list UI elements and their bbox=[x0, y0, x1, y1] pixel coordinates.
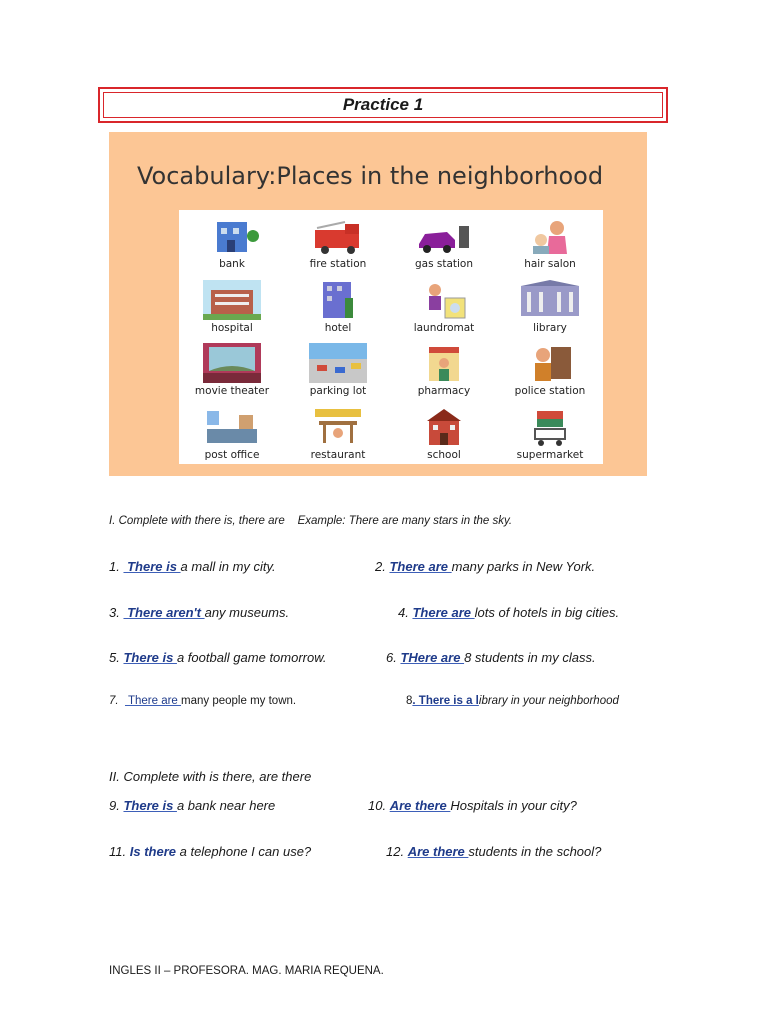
vocab-item-hair-salon bbox=[497, 210, 603, 274]
exercise-8: 8. There is a library in your neighborhood bbox=[406, 695, 619, 707]
vocab-label: fire station bbox=[309, 258, 367, 270]
answer: Are there bbox=[389, 798, 451, 813]
hair-salon-icon bbox=[521, 216, 579, 256]
vocabulary-panel bbox=[109, 132, 647, 476]
page-title: Practice 1 bbox=[103, 92, 663, 118]
vocab-item-hotel bbox=[285, 274, 391, 338]
vocab-item-parking-lot bbox=[285, 337, 391, 401]
vocabulary-grid bbox=[179, 210, 603, 464]
answer: . There is a l bbox=[412, 695, 479, 707]
movie-theater-icon bbox=[203, 343, 261, 383]
vocab-item-school bbox=[391, 401, 497, 465]
restaurant-icon bbox=[309, 407, 367, 447]
vocab-label: parking lot bbox=[309, 385, 367, 397]
bank-icon bbox=[203, 216, 261, 256]
vocab-item-library bbox=[497, 274, 603, 338]
answer: There are bbox=[412, 605, 475, 620]
vocab-label: restaurant bbox=[310, 448, 366, 461]
vocab-label: movie theater bbox=[194, 385, 270, 397]
vocab-label: school bbox=[427, 448, 461, 461]
vocab-item-laundromat bbox=[391, 274, 497, 338]
exercise-6: 6. THere are 8 students in my class. bbox=[386, 650, 596, 665]
vocab-label: hotel bbox=[324, 321, 352, 334]
hotel-icon bbox=[309, 280, 367, 320]
vocab-item-supermarket bbox=[497, 401, 603, 465]
hospital-icon bbox=[203, 280, 261, 320]
exercise-9: 9. There is a bank near here bbox=[109, 798, 276, 813]
exercise-12: 12. Are there students in the school? bbox=[386, 844, 602, 859]
vocab-label: library bbox=[533, 321, 567, 334]
vocab-label: hair salon bbox=[524, 258, 576, 270]
exercise-7: 7. There are many people my town. bbox=[109, 695, 297, 707]
answer: THere are bbox=[400, 650, 465, 665]
parking-lot-icon bbox=[309, 343, 367, 383]
vocab-item-hospital bbox=[179, 274, 285, 338]
exercise-1: 1. There is a mall in my city. bbox=[109, 559, 276, 574]
vocab-label: laundromat bbox=[413, 321, 475, 334]
footer: INGLES II – PROFESORA. MAG. MARIA REQUENA. bbox=[109, 965, 384, 977]
answer: There are bbox=[124, 695, 182, 707]
vocab-item-police-station bbox=[497, 337, 603, 401]
answer: There aren't bbox=[123, 605, 205, 620]
answer: Are there bbox=[407, 844, 469, 859]
police-station-icon bbox=[521, 343, 579, 383]
vocab-label: hospital bbox=[211, 321, 253, 334]
section1-example: Example: There are many stars in the sky. bbox=[297, 515, 513, 527]
vocab-item-gas-station bbox=[391, 210, 497, 274]
vocab-item-movie-theater bbox=[179, 337, 285, 401]
vocab-item-bank bbox=[179, 210, 285, 274]
fire-truck-icon bbox=[309, 216, 367, 256]
vocab-label: police station bbox=[514, 385, 586, 397]
vocabulary-title: Vocabulary:Places in the neighborhood bbox=[137, 162, 604, 190]
exercise-5: 5. There is a football game tomorrow. bbox=[109, 650, 327, 665]
vocab-item-restaurant bbox=[285, 401, 391, 465]
answer: Is there bbox=[129, 844, 176, 859]
exercise-2: 2. There are many parks in New York. bbox=[375, 559, 596, 574]
vocab-item-pharmacy bbox=[391, 337, 497, 401]
section2-instruction: II. Complete with is there, are there bbox=[109, 769, 312, 784]
answer: There are bbox=[389, 559, 452, 574]
library-icon bbox=[521, 280, 579, 320]
exercise-3: 3. There aren't any museums. bbox=[109, 605, 290, 620]
answer: There is bbox=[123, 798, 177, 813]
section1-instruction: I. Complete with there is, there are Example: There are many stars in the sky. bbox=[109, 515, 513, 527]
school-icon bbox=[415, 407, 473, 447]
laundromat-icon bbox=[415, 280, 473, 320]
vocab-label: bank bbox=[219, 258, 245, 270]
exercise-11: 11. Is there a telephone I can use? bbox=[109, 844, 312, 859]
answer: There is bbox=[123, 650, 177, 665]
supermarket-icon bbox=[521, 407, 579, 447]
vocab-label: post office bbox=[204, 448, 260, 461]
exercise-4: 4. There are lots of hotels in big cities. bbox=[398, 605, 620, 620]
vocab-label: pharmacy bbox=[417, 385, 471, 397]
vocab-item-post-office bbox=[179, 401, 285, 465]
exercise-10: 10. Are there Hospitals in your city? bbox=[368, 798, 577, 813]
pharmacy-icon bbox=[415, 343, 473, 383]
post-office-icon bbox=[203, 407, 261, 447]
answer: There is bbox=[123, 559, 181, 574]
vocab-item-fire-station bbox=[285, 210, 391, 274]
gas-station-icon bbox=[415, 216, 473, 256]
vocab-label: gas station bbox=[414, 258, 474, 270]
title-box bbox=[98, 87, 668, 123]
vocab-label: supermarket bbox=[516, 448, 584, 461]
